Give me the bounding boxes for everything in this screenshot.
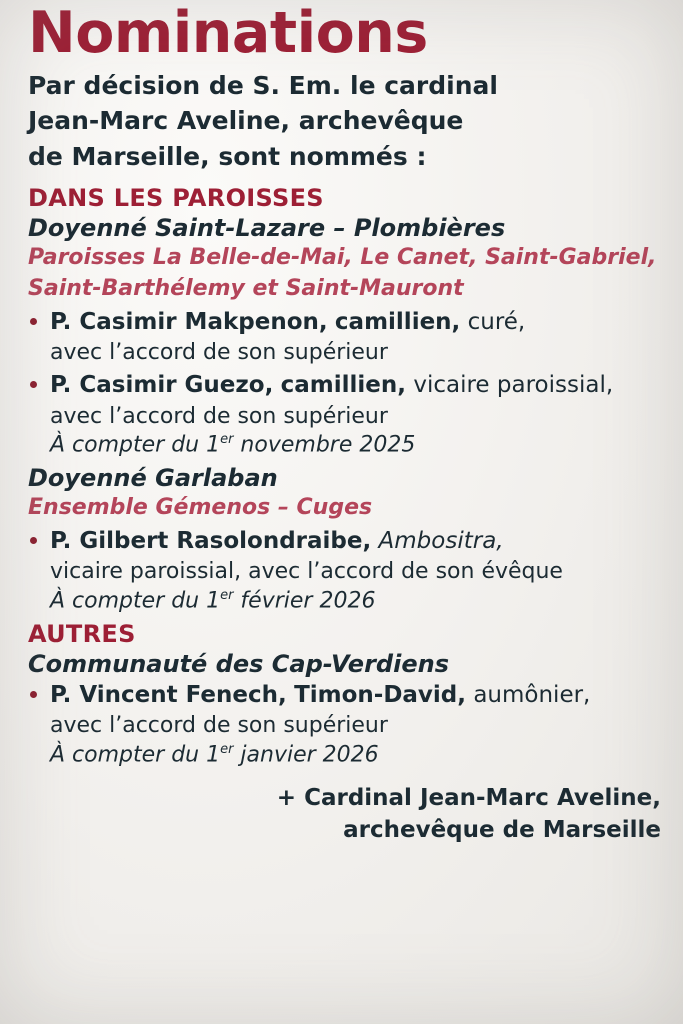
- nomination-note: vicaire paroissial, avec l’accord de son évêque: [50, 559, 563, 585]
- date-ordinal: er: [220, 432, 234, 448]
- nomination-note: avec l’accord de son supérieur: [50, 340, 388, 366]
- nominee-name: P. Casimir Makpenon,: [50, 309, 328, 336]
- date-ordinal: er: [220, 588, 234, 604]
- bullet-icon: [30, 381, 37, 388]
- bullet-icon: [30, 318, 37, 325]
- deanery-title: Doyenné Garlaban: [28, 463, 278, 492]
- nominee-name: P. Vincent Fenech,: [50, 681, 287, 708]
- bullet-icon: [30, 691, 37, 698]
- nominee-role: aumônier,: [473, 681, 591, 708]
- section-heading-paroisses: DANS LES PAROISSES: [28, 184, 324, 213]
- nomination-line: [50, 307, 667, 338]
- parish-list: Ensemble Gémenos – Cuges: [28, 494, 373, 520]
- date-prefix: À compter du 1: [50, 742, 221, 768]
- effective-date: [28, 588, 667, 613]
- nominee-role: curé,: [467, 309, 526, 336]
- effective-date: [28, 742, 667, 767]
- nominee-name: P. Casimir Guezo,: [50, 372, 274, 399]
- nominee-role: vicaire paroissial,: [413, 372, 614, 399]
- nomination-entry: [28, 526, 667, 587]
- section-heading-autres: AUTRES: [28, 619, 136, 648]
- nomination-entry: [28, 370, 667, 431]
- bullet-icon: [30, 537, 37, 544]
- nomination-note: avec l’accord de son supérieur: [50, 403, 388, 429]
- intro-paragraph: [28, 68, 667, 175]
- date-prefix: À compter du 1: [50, 588, 221, 614]
- signature-line-1: + Cardinal Jean-Marc Aveline,: [276, 785, 661, 812]
- parish-list: Paroisses La Belle-de-Mai, Le Canet, Saint-Gabriel, Saint-Barthélemy et Saint-Mauront: [28, 245, 657, 301]
- community-title: Communauté des Cap-Verdiens: [28, 649, 449, 678]
- date-ordinal: er: [220, 741, 234, 757]
- page-title: Nominations: [28, 0, 428, 66]
- intro-line-1: Par décision de S. Em. le cardinal: [28, 70, 498, 100]
- date-prefix: À compter du 1: [50, 432, 221, 458]
- signature-block: [28, 783, 667, 846]
- signature-line-2: archevêque de Marseille: [343, 816, 661, 843]
- nomination-line: [50, 370, 667, 401]
- date-suffix: novembre 2025: [233, 432, 416, 458]
- nominee-congregation: Timon-David,: [294, 681, 467, 708]
- nomination-note: avec l’accord de son supérieur: [50, 712, 388, 738]
- intro-line-3: de Marseille, sont nommés :: [28, 141, 427, 171]
- nomination-entry: [28, 307, 667, 368]
- deanery-title: Doyenné Saint-Lazare – Plombières: [28, 214, 506, 243]
- intro-line-2: Jean-Marc Aveline, archevêque: [28, 106, 464, 136]
- nomination-entry: [28, 680, 667, 741]
- nominee-congregation: camillien,: [280, 372, 407, 399]
- nomination-line: [50, 526, 667, 557]
- date-suffix: janvier 2026: [233, 742, 379, 768]
- date-suffix: février 2026: [233, 588, 376, 614]
- nomination-line: [50, 680, 667, 711]
- nominee-name: P. Gilbert Rasolondraibe,: [50, 528, 372, 555]
- effective-date: [28, 432, 667, 457]
- nominee-congregation: camillien,: [334, 309, 461, 336]
- nominee-origin: Ambositra,: [378, 528, 504, 555]
